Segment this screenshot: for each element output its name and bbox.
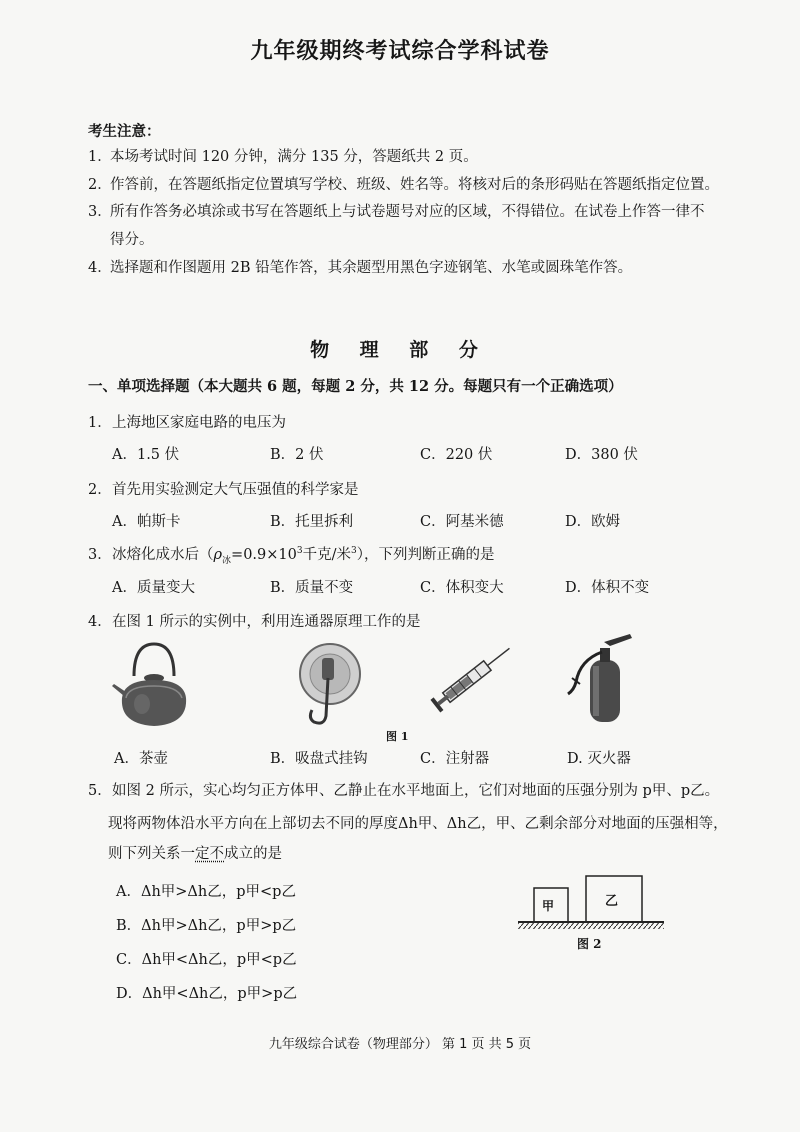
question-text: 千克/米	[302, 547, 351, 563]
question-5	[88, 779, 719, 800]
question-number: 5．	[88, 783, 112, 799]
teapot-image	[112, 640, 196, 736]
question-5-line-2: 现将两物体沿水平方向在上部切去不同的厚度Δh甲、Δh乙，甲、乙剩余部分对地面的压强相等，	[108, 816, 728, 832]
question-4	[88, 610, 420, 631]
notice-heading: 考生注意：	[88, 123, 161, 140]
rho-subscript: 冰	[222, 555, 232, 566]
option-b: B．质量不变	[270, 580, 354, 596]
question-text: ），下列判断正确的是	[356, 547, 495, 563]
notice-item-continuation	[88, 230, 738, 250]
notice-text: 作答前，在答题纸指定位置填写学校、班级、姓名等。将核对后的条形码贴在答题纸指定位置。	[110, 177, 719, 193]
rho-symbol: ρ	[213, 547, 223, 563]
notice-item	[88, 202, 738, 222]
figure-2-caption: 图 2	[577, 937, 602, 951]
part-heading: 一、单项选择题（本大题共 6 题，每题 2 分，共 12 分。每题只有一个正确选项）	[88, 378, 623, 395]
question-text: 则下列关系一	[108, 846, 195, 862]
question-text: 首先用实验测定大气压强值的科学家是	[112, 482, 359, 498]
option-c: C．体积变大	[420, 580, 504, 596]
exponent: 3	[350, 546, 357, 557]
notice-text: 本场考试时间 120 分钟，满分 135 分，答题纸共 2 页。	[110, 149, 478, 165]
question-3	[88, 543, 494, 566]
question-text: 冰熔化成水后（	[112, 547, 214, 563]
option-a: A．茶壶	[114, 751, 168, 767]
syringe-image	[425, 636, 523, 716]
option-c: C．Δh甲<Δh乙，p甲<p乙	[116, 952, 297, 968]
question-1	[88, 411, 286, 432]
option-d: D. 灭火器	[567, 751, 631, 767]
notice-text: 得分。	[110, 232, 154, 248]
option-c: C．220 伏	[420, 447, 493, 463]
suction-hook-image	[292, 638, 364, 728]
option-d: D．体积不变	[565, 580, 650, 596]
question-number: 4．	[88, 614, 112, 630]
option-a: A．Δh甲>Δh乙，p甲<p乙	[116, 884, 296, 900]
fire-extinguisher-image	[566, 630, 636, 724]
figure-1-caption: 图 1	[386, 730, 409, 743]
question-5-line-3	[108, 842, 282, 863]
question-text: =0.9×10	[231, 547, 297, 563]
option-b: B．吸盘式挂钩	[270, 751, 368, 767]
notice-number: 3．	[88, 204, 112, 220]
notice-item	[88, 175, 738, 195]
page-footer: 九年级综合试卷（物理部分） 第 1 页 共 5 页	[268, 1037, 532, 1052]
option-d: D．Δh甲<Δh乙，p甲>p乙	[116, 986, 298, 1002]
exponent: 3	[296, 546, 303, 557]
section-heading: 物 理 部 分	[310, 339, 490, 361]
option-c: C．阿基米德	[420, 514, 504, 530]
option-a: A．帕斯卡	[112, 514, 181, 530]
option-b: B．2 伏	[270, 447, 324, 463]
notice-number: 1．	[88, 149, 112, 165]
question-text: 如图 2 所示，实心均匀正方体甲、乙静止在水平地面上，它们对地面的压强分别为 p甲、p乙。	[112, 783, 720, 799]
question-text: 成立的是	[224, 846, 282, 862]
question-2	[88, 478, 359, 499]
page-title: 九年级期终考试综合学科试卷	[250, 39, 550, 64]
emphasis-text: 定不	[195, 846, 224, 862]
notice-item	[88, 147, 738, 167]
option-b: B．托里拆利	[270, 514, 354, 530]
notice-text: 选择题和作图题用 2B 铅笔作答，其余题型用黑色字迹钢笔、水笔或圆珠笔作答。	[110, 260, 633, 276]
option-c: C．注射器	[420, 751, 490, 767]
question-text: 上海地区家庭电路的电压为	[112, 415, 286, 431]
option-b: B．Δh甲>Δh乙，p甲>p乙	[116, 918, 297, 934]
block-yi-label: 乙	[605, 894, 619, 909]
option-d: D．欧姆	[565, 514, 621, 530]
option-a: A．质量变大	[112, 580, 195, 596]
question-number: 1．	[88, 415, 112, 431]
option-d: D．380 伏	[565, 447, 638, 463]
notice-text: 所有作答务必填涂或书写在答题纸上与试卷题号对应的区域，不得错位。在试卷上作答一律不	[110, 204, 705, 220]
option-a: A．1.5 伏	[112, 447, 180, 463]
question-number: 2．	[88, 482, 112, 498]
block-jia-label: 甲	[542, 899, 555, 913]
notice-item	[88, 258, 738, 278]
figure-2-diagram	[516, 872, 666, 932]
notice-number: 2．	[88, 177, 112, 193]
question-number: 3．	[88, 547, 112, 563]
notice-number: 4．	[88, 260, 112, 276]
question-text: 在图 1 所示的实例中，利用连通器原理工作的是	[112, 614, 421, 630]
